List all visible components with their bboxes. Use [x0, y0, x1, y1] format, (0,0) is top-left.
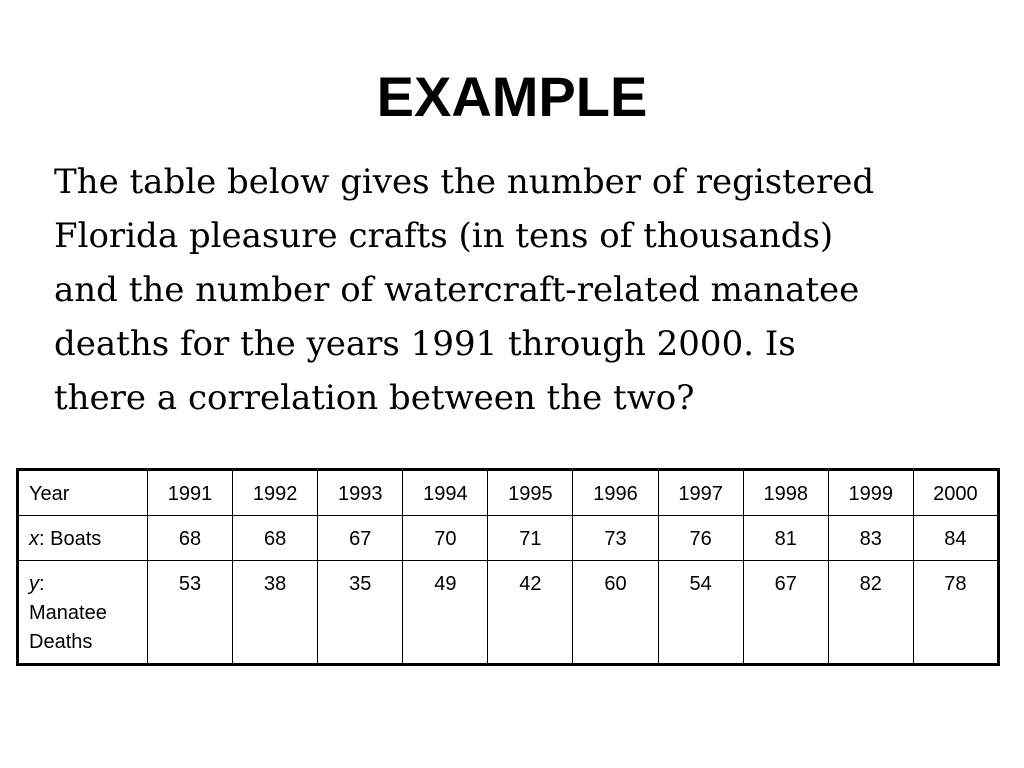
- table-cell-boats: 68: [148, 516, 233, 561]
- table-cell-deaths: 42: [488, 561, 573, 665]
- table-cell-deaths: 67: [743, 561, 828, 665]
- table-cell-deaths: 78: [913, 561, 998, 665]
- table-cell-year: 1996: [573, 470, 658, 516]
- table-cell-deaths: 49: [403, 561, 488, 665]
- variable-x: x: [29, 528, 39, 550]
- table-cell-deaths: 53: [148, 561, 233, 665]
- table-cell-deaths: 54: [658, 561, 743, 665]
- table-row-boats: [18, 516, 999, 561]
- slide-title: EXAMPLE: [376, 65, 648, 128]
- table-cell-boats: 81: [743, 516, 828, 561]
- table-cell-year: 1995: [488, 470, 573, 516]
- body-line: Florida pleasure crafts (in tens of thousands): [54, 216, 834, 256]
- table-row-year: [18, 470, 999, 516]
- table-cell-boats: 83: [828, 516, 913, 561]
- table-cell-year: 1999: [828, 470, 913, 516]
- deaths-label-manatee: Manatee: [29, 602, 107, 624]
- table-cell-boats: 70: [403, 516, 488, 561]
- table-cell-boats: 73: [573, 516, 658, 561]
- row-label-deaths: [18, 561, 148, 665]
- table-cell-boats: 71: [488, 516, 573, 561]
- variable-y: y: [29, 573, 39, 595]
- table-cell-boats: 76: [658, 516, 743, 561]
- table-cell-boats: 68: [233, 516, 318, 561]
- table-cell-boats: 67: [318, 516, 403, 561]
- table-cell-deaths: 82: [828, 561, 913, 665]
- table-cell-year: 1997: [658, 470, 743, 516]
- table-cell-deaths: 38: [233, 561, 318, 665]
- body-line: deaths for the years 1991 through 2000. Is: [54, 324, 796, 364]
- table-cell-year: 1991: [148, 470, 233, 516]
- deaths-label-colon: :: [39, 573, 45, 595]
- slide-body-text: [54, 155, 994, 425]
- table-cell-year: 1993: [318, 470, 403, 516]
- body-line: there a correlation between the two?: [54, 378, 695, 418]
- table-cell-year: 1998: [743, 470, 828, 516]
- body-line: The table below gives the number of registered: [54, 162, 875, 202]
- table-cell-year: 2000: [913, 470, 998, 516]
- deaths-label-deaths: Deaths: [29, 631, 93, 653]
- table-cell-boats: 84: [913, 516, 998, 561]
- row-label-boats: [18, 516, 148, 561]
- body-line: and the number of watercraft-related manatee: [54, 270, 860, 310]
- table-row-deaths: [18, 561, 999, 665]
- data-table: [16, 468, 1000, 666]
- table-cell-deaths: 60: [573, 561, 658, 665]
- table-cell-year: 1992: [233, 470, 318, 516]
- row-label-year: Year: [18, 470, 148, 516]
- boats-label: : Boats: [39, 528, 102, 550]
- table-cell-year: 1994: [403, 470, 488, 516]
- table-cell-deaths: 35: [318, 561, 403, 665]
